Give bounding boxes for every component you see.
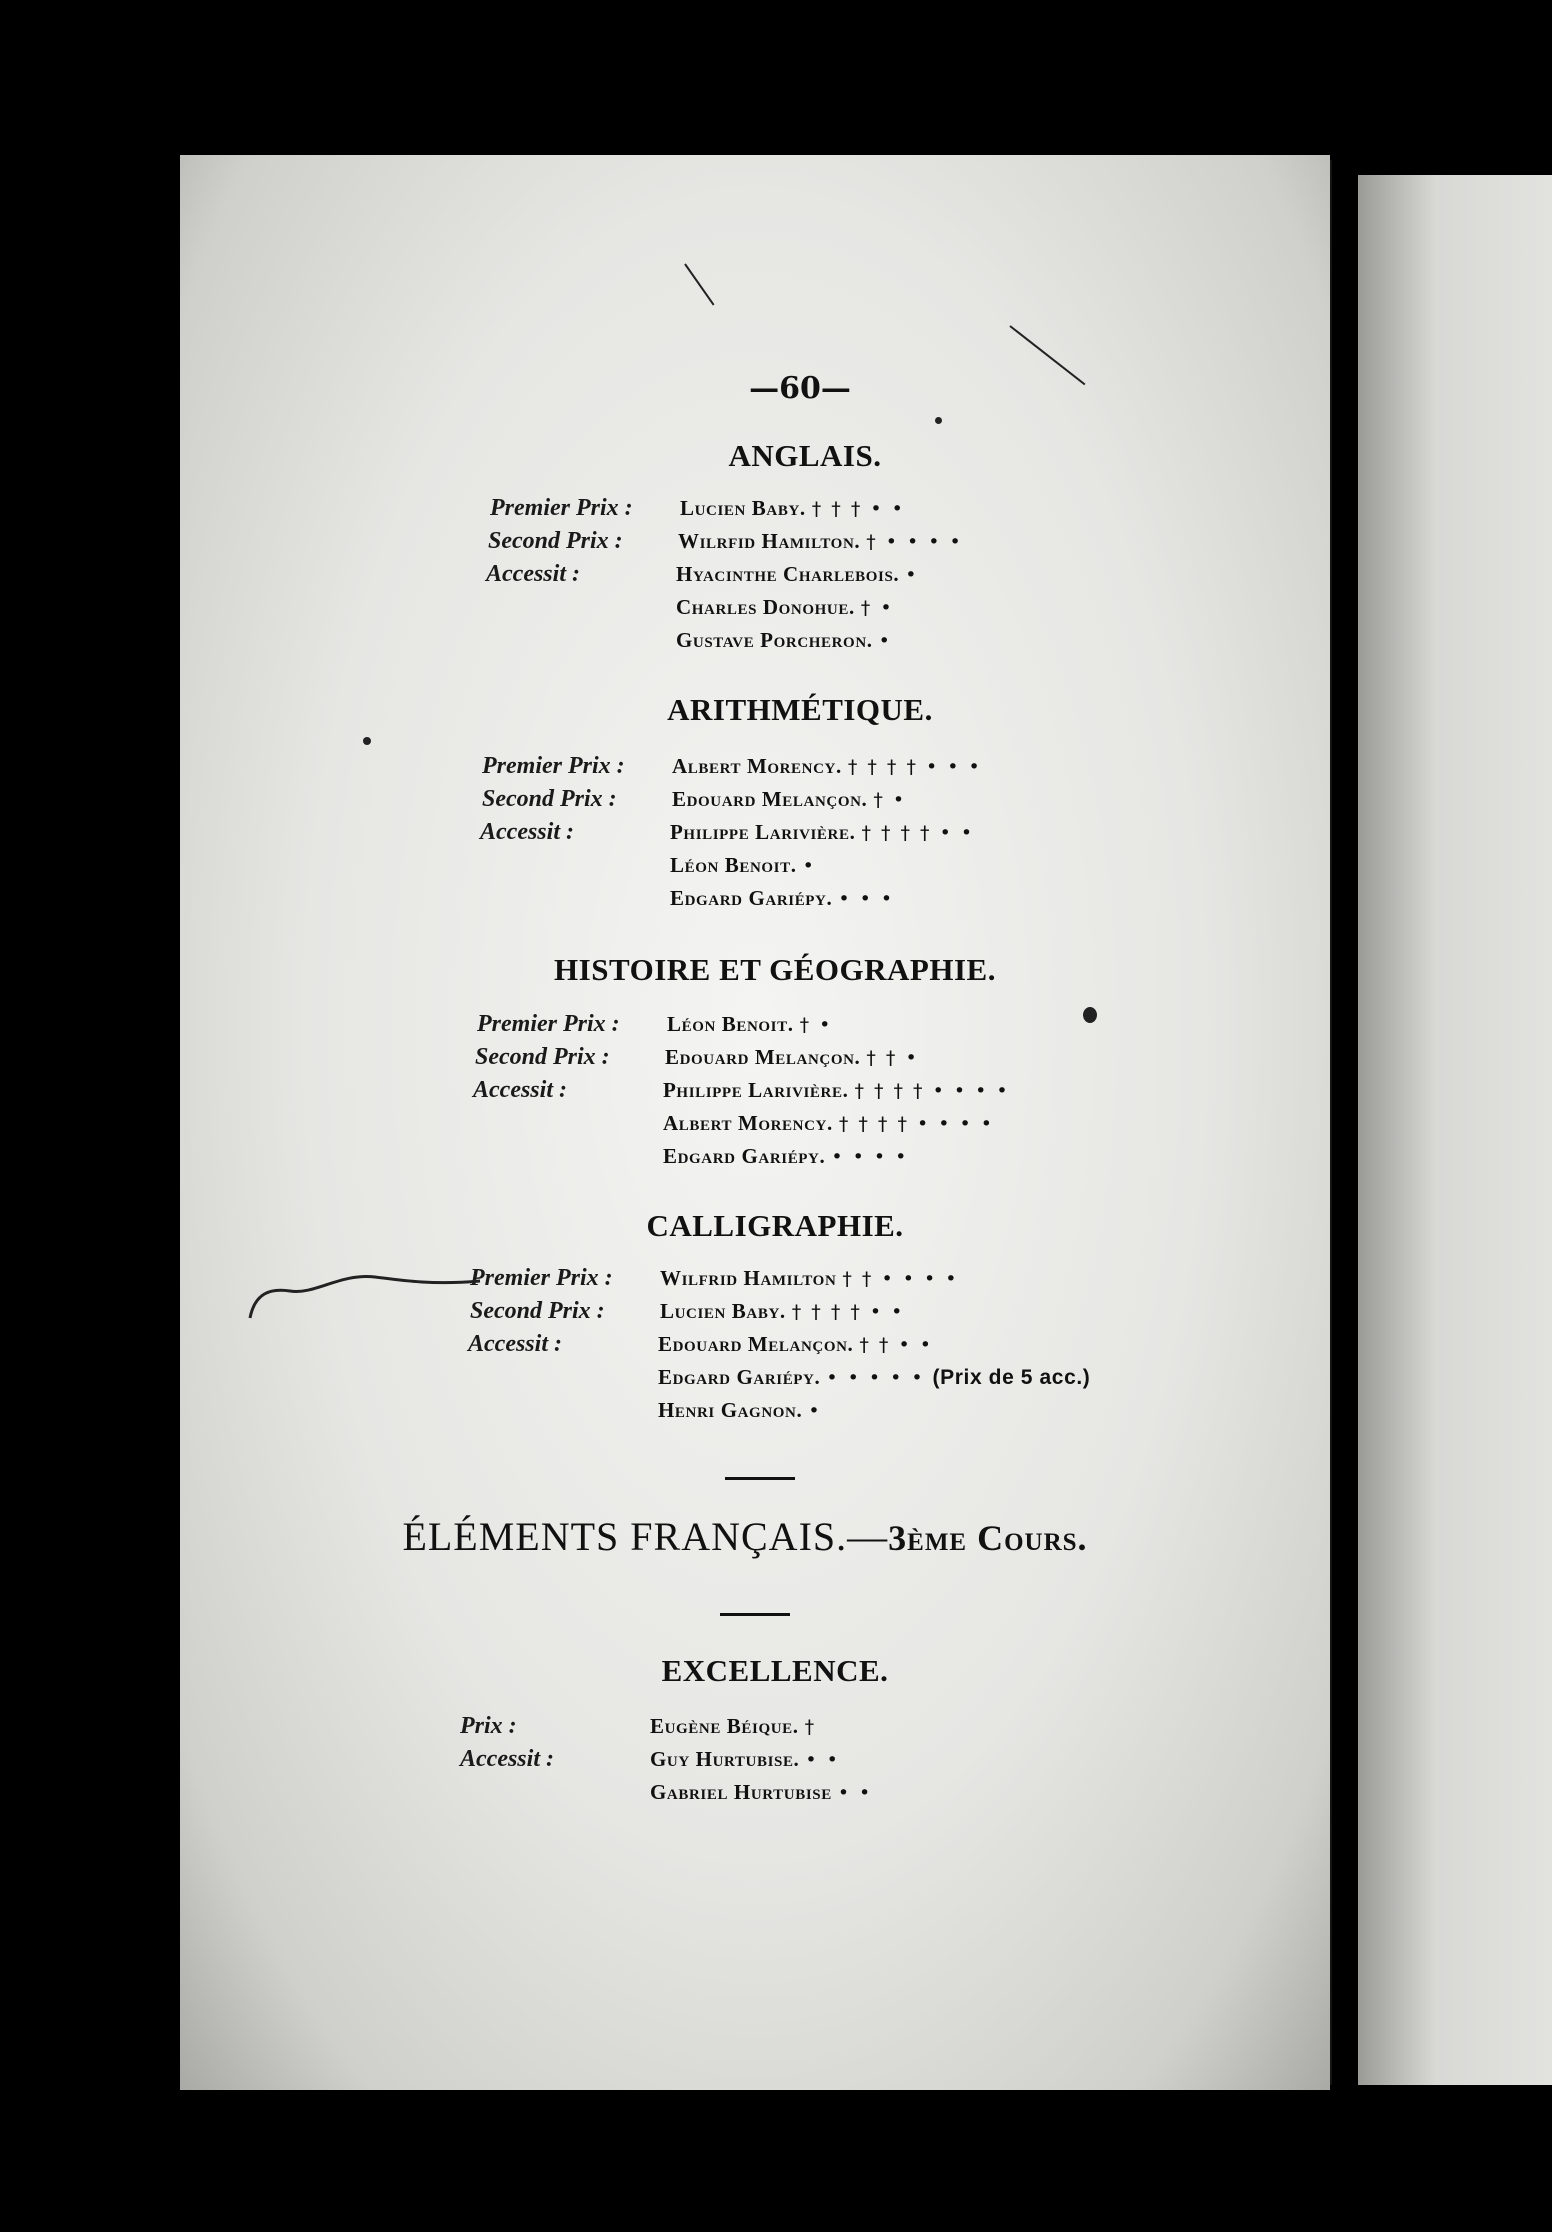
page-number: —60— bbox=[749, 371, 851, 406]
award-label: Premier Prix : bbox=[477, 1011, 620, 1037]
student-name: Lucien Baby. bbox=[660, 1299, 786, 1323]
merit-marks: † † † † • • • bbox=[847, 756, 982, 778]
pen-stroke-mark bbox=[245, 1263, 485, 1323]
student-name: Gabriel Hurtubise bbox=[650, 1780, 832, 1804]
merit-marks: • • bbox=[837, 1782, 873, 1804]
student-name: Hyacinthe Charlebois. bbox=[676, 562, 900, 586]
prize-note: (Prix de 5 acc.) bbox=[932, 1366, 1091, 1389]
merit-marks: † † • • bbox=[859, 1334, 933, 1356]
merit-marks: † • bbox=[873, 789, 907, 811]
merit-marks: † † † † • • • • bbox=[838, 1113, 994, 1135]
merit-marks: † † • bbox=[866, 1047, 919, 1069]
division-subtitle: 3ème Cours. bbox=[888, 1518, 1088, 1558]
merit-marks: • bbox=[808, 1400, 822, 1422]
scan-scratch bbox=[684, 263, 714, 305]
student-name: Wilfrid Hamilton bbox=[660, 1266, 837, 1290]
merit-marks: • bbox=[878, 630, 892, 652]
student-name: Albert Morency. bbox=[672, 754, 842, 778]
student-name: Wilrfid Hamilton. bbox=[678, 529, 861, 553]
facing-page-edge bbox=[1358, 175, 1552, 2085]
ink-spot bbox=[1083, 1007, 1097, 1023]
award-label: Accessit : bbox=[473, 1077, 567, 1103]
student-name: Edouard Melançon. bbox=[672, 787, 868, 811]
document-page bbox=[180, 155, 1330, 2090]
section-heading-histoire: HISTOIRE ET GÉOGRAPHIE. bbox=[554, 952, 996, 987]
award-label: Accessit : bbox=[460, 1746, 554, 1772]
award-label: Second Prix : bbox=[470, 1298, 605, 1324]
award-label: Second Prix : bbox=[475, 1044, 610, 1070]
student-name: Edouard Melançon. bbox=[658, 1332, 854, 1356]
student-name: Edgard Gariépy. bbox=[663, 1144, 826, 1168]
student-name: Henri Gagnon. bbox=[658, 1398, 803, 1422]
student-name: Eugène Béique. bbox=[650, 1714, 799, 1738]
award-label: Second Prix : bbox=[482, 786, 617, 812]
award-label: Accessit : bbox=[480, 819, 574, 845]
award-label: Premier Prix : bbox=[470, 1265, 613, 1291]
student-name: Edgard Gariépy. bbox=[670, 886, 833, 910]
merit-marks: † bbox=[804, 1716, 817, 1738]
section-heading-arithmetique: ARITHMÉTIQUE. bbox=[667, 692, 933, 727]
award-label: Accessit : bbox=[486, 561, 580, 587]
ink-spot bbox=[935, 417, 942, 424]
separator-rule bbox=[720, 1613, 790, 1616]
student-name: Charles Donohue. bbox=[676, 595, 855, 619]
merit-marks: • • • • bbox=[831, 1146, 909, 1168]
student-name: Guy Hurtubise. bbox=[650, 1747, 800, 1771]
award-label: Prix : bbox=[460, 1713, 517, 1739]
section-heading-excellence: EXCELLENCE. bbox=[661, 1653, 889, 1688]
merit-marks: • • • • • bbox=[826, 1367, 925, 1389]
merit-marks: † • bbox=[860, 597, 894, 619]
student-name: Albert Morency. bbox=[663, 1111, 833, 1135]
division-title-main: ÉLÉMENTS FRANÇAIS.— bbox=[402, 1514, 889, 1559]
merit-marks: † • bbox=[799, 1014, 833, 1036]
merit-marks: † † † † • • • • bbox=[854, 1080, 1010, 1102]
student-name: Gustave Porcheron. bbox=[676, 628, 873, 652]
student-name: Philippe Larivière. bbox=[670, 820, 856, 844]
merit-marks: † † † † • • bbox=[861, 822, 975, 844]
merit-marks: • bbox=[905, 564, 919, 586]
merit-marks: † † † † • • bbox=[791, 1301, 905, 1323]
section-heading-anglais: ANGLAIS. bbox=[728, 438, 882, 473]
merit-marks: † • • • • bbox=[866, 531, 963, 553]
ink-spot bbox=[363, 737, 371, 745]
student-name: Edouard Melançon. bbox=[665, 1045, 861, 1069]
merit-marks: • bbox=[802, 855, 816, 877]
award-label: Premier Prix : bbox=[482, 753, 625, 779]
student-name: Léon Benoit. bbox=[670, 853, 797, 877]
student-name: Léon Benoit. bbox=[667, 1012, 794, 1036]
award-label: Premier Prix : bbox=[490, 495, 633, 521]
separator-rule bbox=[725, 1477, 795, 1480]
merit-marks: † † • • • • bbox=[842, 1268, 959, 1290]
student-name: Edgard Gariépy. bbox=[658, 1365, 821, 1389]
merit-marks: † † † • • bbox=[811, 498, 905, 520]
section-heading-calligraphie: CALLIGRAPHIE. bbox=[646, 1208, 904, 1243]
award-label: Accessit : bbox=[468, 1331, 562, 1357]
merit-marks: • • • bbox=[838, 888, 895, 910]
division-title bbox=[180, 1513, 1320, 1560]
merit-marks: • • bbox=[805, 1749, 840, 1771]
student-name: Philippe Larivière. bbox=[663, 1078, 849, 1102]
student-name: Lucien Baby. bbox=[680, 496, 806, 520]
award-label: Second Prix : bbox=[488, 528, 623, 554]
